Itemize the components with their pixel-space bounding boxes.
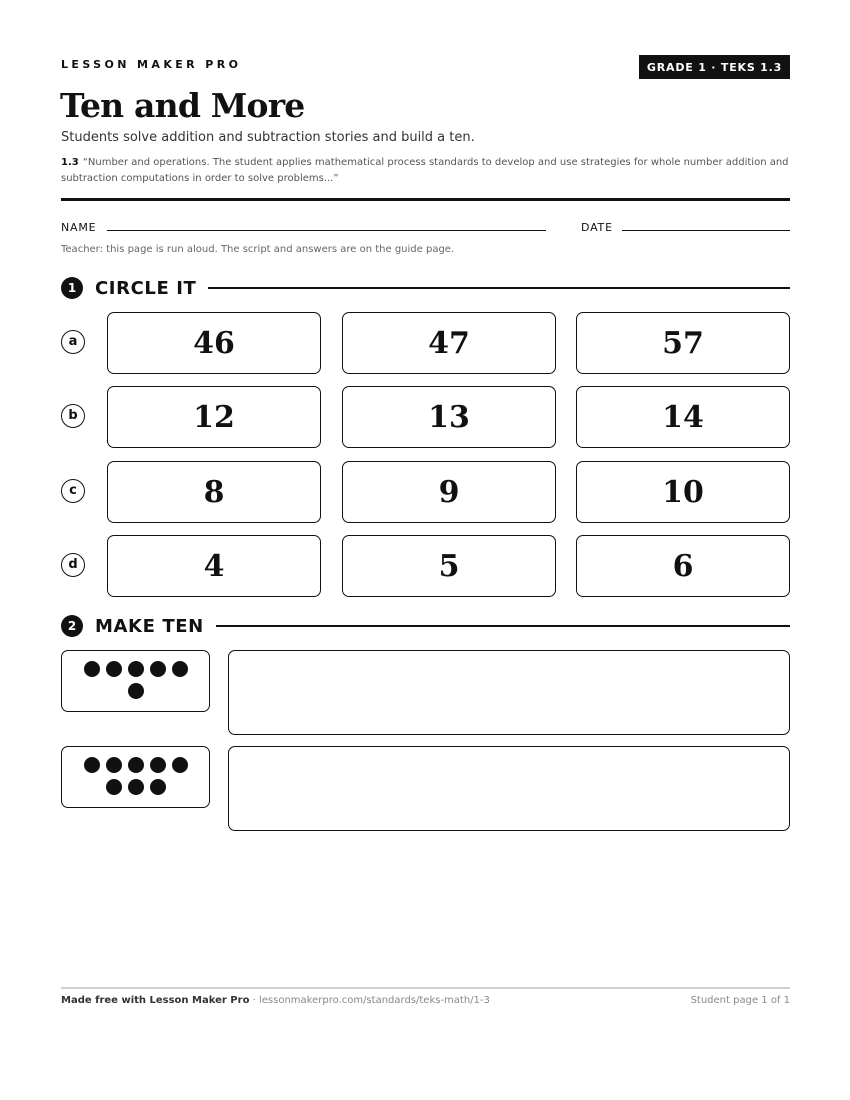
choice-card[interactable]: 14 [576,386,790,448]
answer-box[interactable] [228,746,790,831]
choice-card[interactable]: 46 [107,312,321,374]
counter-dot [106,661,122,677]
counter-dot [128,779,144,795]
counter-dot [172,757,188,773]
choice-card[interactable]: 47 [342,312,556,374]
section-make-ten-header [61,614,790,638]
choice-card[interactable]: 8 [107,461,321,523]
name-field[interactable] [107,230,546,231]
counter-dot [84,661,100,677]
dot-card [61,746,210,808]
section-title: MAKE TEN [95,615,204,637]
counter-dot [106,757,122,773]
section-rule [216,625,790,627]
answer-box[interactable] [228,650,790,735]
section-circle-it-header [61,276,790,300]
footer-credit [61,995,490,1006]
standard-text: “Number and operations. The student applies mathematical process standards to develop and use strategies for whole number addition and subtraction computations in order to solve problems...” [61,157,789,184]
footer-divider [61,987,790,989]
choice-card[interactable]: 12 [107,386,321,448]
choice-card[interactable]: 57 [576,312,790,374]
section-rule [208,287,790,289]
counter-dot [172,661,188,677]
row-letter-a: a [61,330,85,354]
counter-dot [150,661,166,677]
row-letter-b: b [61,404,85,428]
teacher-note: Teacher: this page is run aloud. The script and answers are on the guide page. [61,244,455,255]
date-field[interactable] [622,230,790,231]
choice-card[interactable]: 6 [576,535,790,597]
counter-dot [150,779,166,795]
choice-card[interactable]: 13 [342,386,556,448]
counter-dot [128,661,144,677]
footer-url[interactable]: · lessonmakerpro.com/standards/teks-math/1-3 [249,995,490,1006]
grade-badge: GRADE 1 · TEKS 1.3 [639,55,790,79]
page-subtitle: Students solve addition and subtraction stories and build a ten. [61,130,475,145]
choice-card[interactable]: 9 [342,461,556,523]
counter-dot [128,683,144,699]
section-number: 2 [61,615,83,637]
counter-dot [84,757,100,773]
dot-card [61,650,210,712]
row-letter-c: c [61,479,85,503]
standard-description [61,155,791,187]
header-divider [61,198,790,201]
choice-card[interactable]: 5 [342,535,556,597]
name-label: NAME [61,221,97,234]
choice-card[interactable]: 10 [576,461,790,523]
date-label: DATE [581,221,613,234]
row-letter-d: d [61,553,85,577]
page-title: Ten and More [60,86,305,125]
brand-name: LESSON MAKER PRO [61,58,242,71]
counter-dot [106,779,122,795]
counter-dot [128,757,144,773]
standard-code: 1.3 [61,157,79,168]
choice-card[interactable]: 4 [107,535,321,597]
footer-page-number: Student page 1 of 1 [690,995,790,1006]
section-title: CIRCLE IT [95,277,197,299]
section-number: 1 [61,277,83,299]
counter-dot [150,757,166,773]
footer-made-with: Made free with Lesson Maker Pro [61,995,250,1006]
